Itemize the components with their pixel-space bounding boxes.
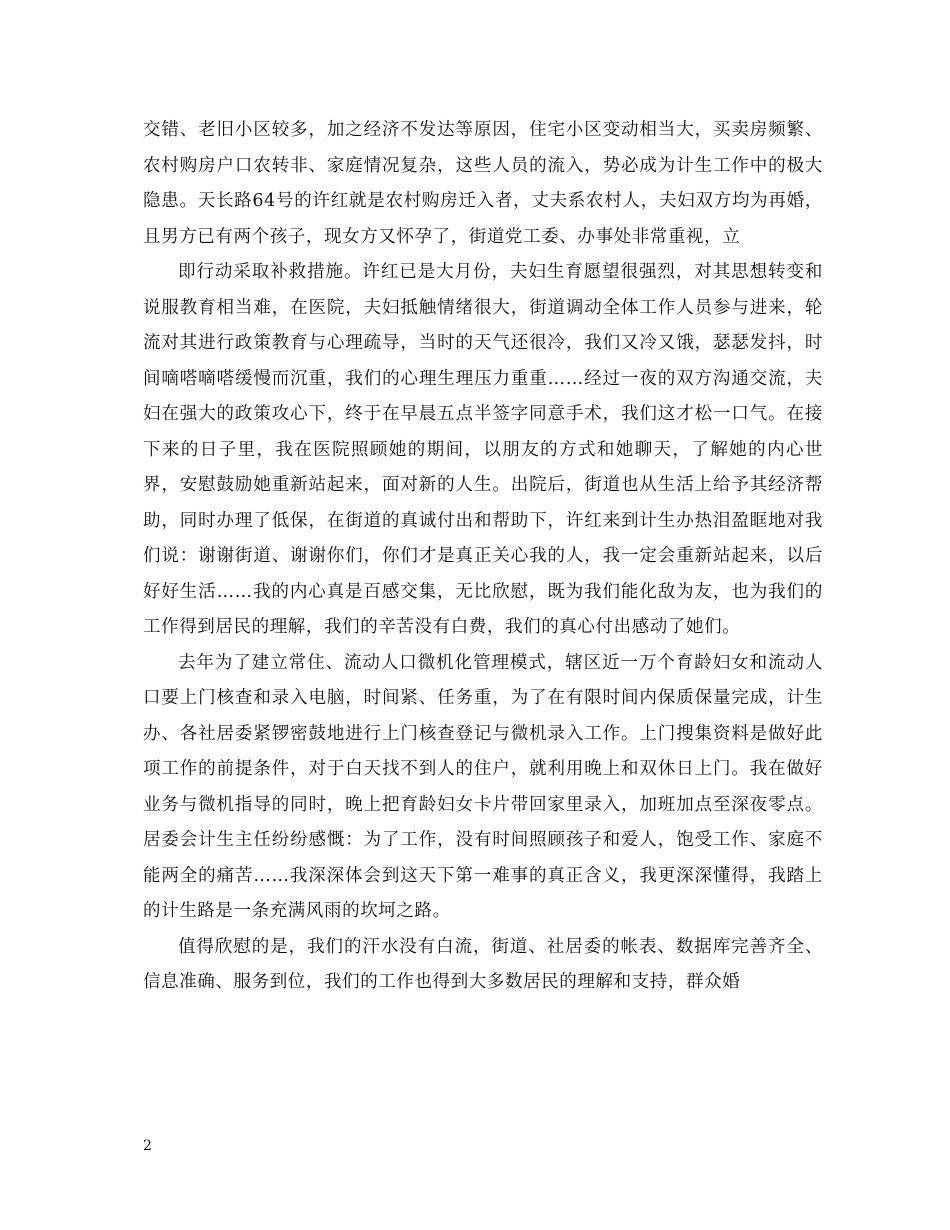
page-number: 2 bbox=[143, 1138, 152, 1154]
document-body bbox=[143, 113, 823, 1001]
paragraph-2: 即行动采取补救措施。许红已是大月份，夫妇生育愿望很强烈，对其思想转变和说服教育相当难，在医院，夫妇抵触情绪很大，街道调动全体工作人员参与进来，轮流对其进行政策教育与心理疏导，当时的天气还很冷，我们又冷又饿，瑟瑟发抖，时间嘀嗒嘀嗒缓慢而沉重，我们的心理生理压力重重……经过一夜的双方沟通交流，夫妇在强大的政策攻心下，终于在早晨五点半签字同意手术，我们这才松一口气。在接下来的日子里，我在医院照顾她的期间，以朋友的方式和她聊天，了解她的内心世界，安慰鼓励她重新站起来，面对新的人生。出院后，街道也从生活上给予其经济帮助，同时办理了低保，在街道的真诚付出和帮助下，许红来到计生办热泪盈眶地对我们说：谢谢街道、谢谢你们，你们才是真正关心我的人，我一定会重新站起来，以后好好生活……我的内心真是百感交集，无比欣慰，既为我们能化敌为友，也为我们的工作得到居民的理解，我们的辛苦没有白费，我们的真心付出感动了她们。 bbox=[143, 262, 823, 637]
paragraph-4: 值得欣慰的是，我们的汗水没有白流，街道、社居委的帐表、数据库完善齐全、信息准确、服务到位，我们的工作也得到大多数居民的理解和支持，群众婚 bbox=[143, 936, 823, 992]
paragraph-1: 交错、老旧小区较多，加之经济不发达等原因，住宅小区变动相当大，买卖房频繁、农村购房户口农转非、家庭情况复杂，这些人员的流入，势必成为计生工作中的极大隐患。天长路64号的许红就是农村购房迁入者，丈夫系农村人，夫妇双方均为再婚，且男方已有两个孩子，现女方又怀孕了，街道党工委、办事处非常重视，立 bbox=[143, 120, 823, 247]
paragraph-3: 去年为了建立常住、流动人口微机化管理模式，辖区近一万个育龄妇女和流动人口要上门核查和录入电脑，时间紧、任务重，为了在有限时间内保质保量完成，计生办、各社居委紧锣密鼓地进行上门核查登记与微机录入工作。上门搜集资料是做好此项工作的前提条件，对于白天找不到人的住户，就利用晚上和双休日上门。我在做好业务与微机指导的同时，晚上把育龄妇女卡片带回家里录入，加班加点至深夜零点。居委会计生主任纷纷感慨：为了工作，没有时间照顾孩子和爱人，饱受工作、家庭不能两全的痛苦……我深深体会到这天下第一难事的真正含义，我更深深懂得，我踏上的计生路是一条充满风雨的坎坷之路。 bbox=[143, 652, 823, 921]
